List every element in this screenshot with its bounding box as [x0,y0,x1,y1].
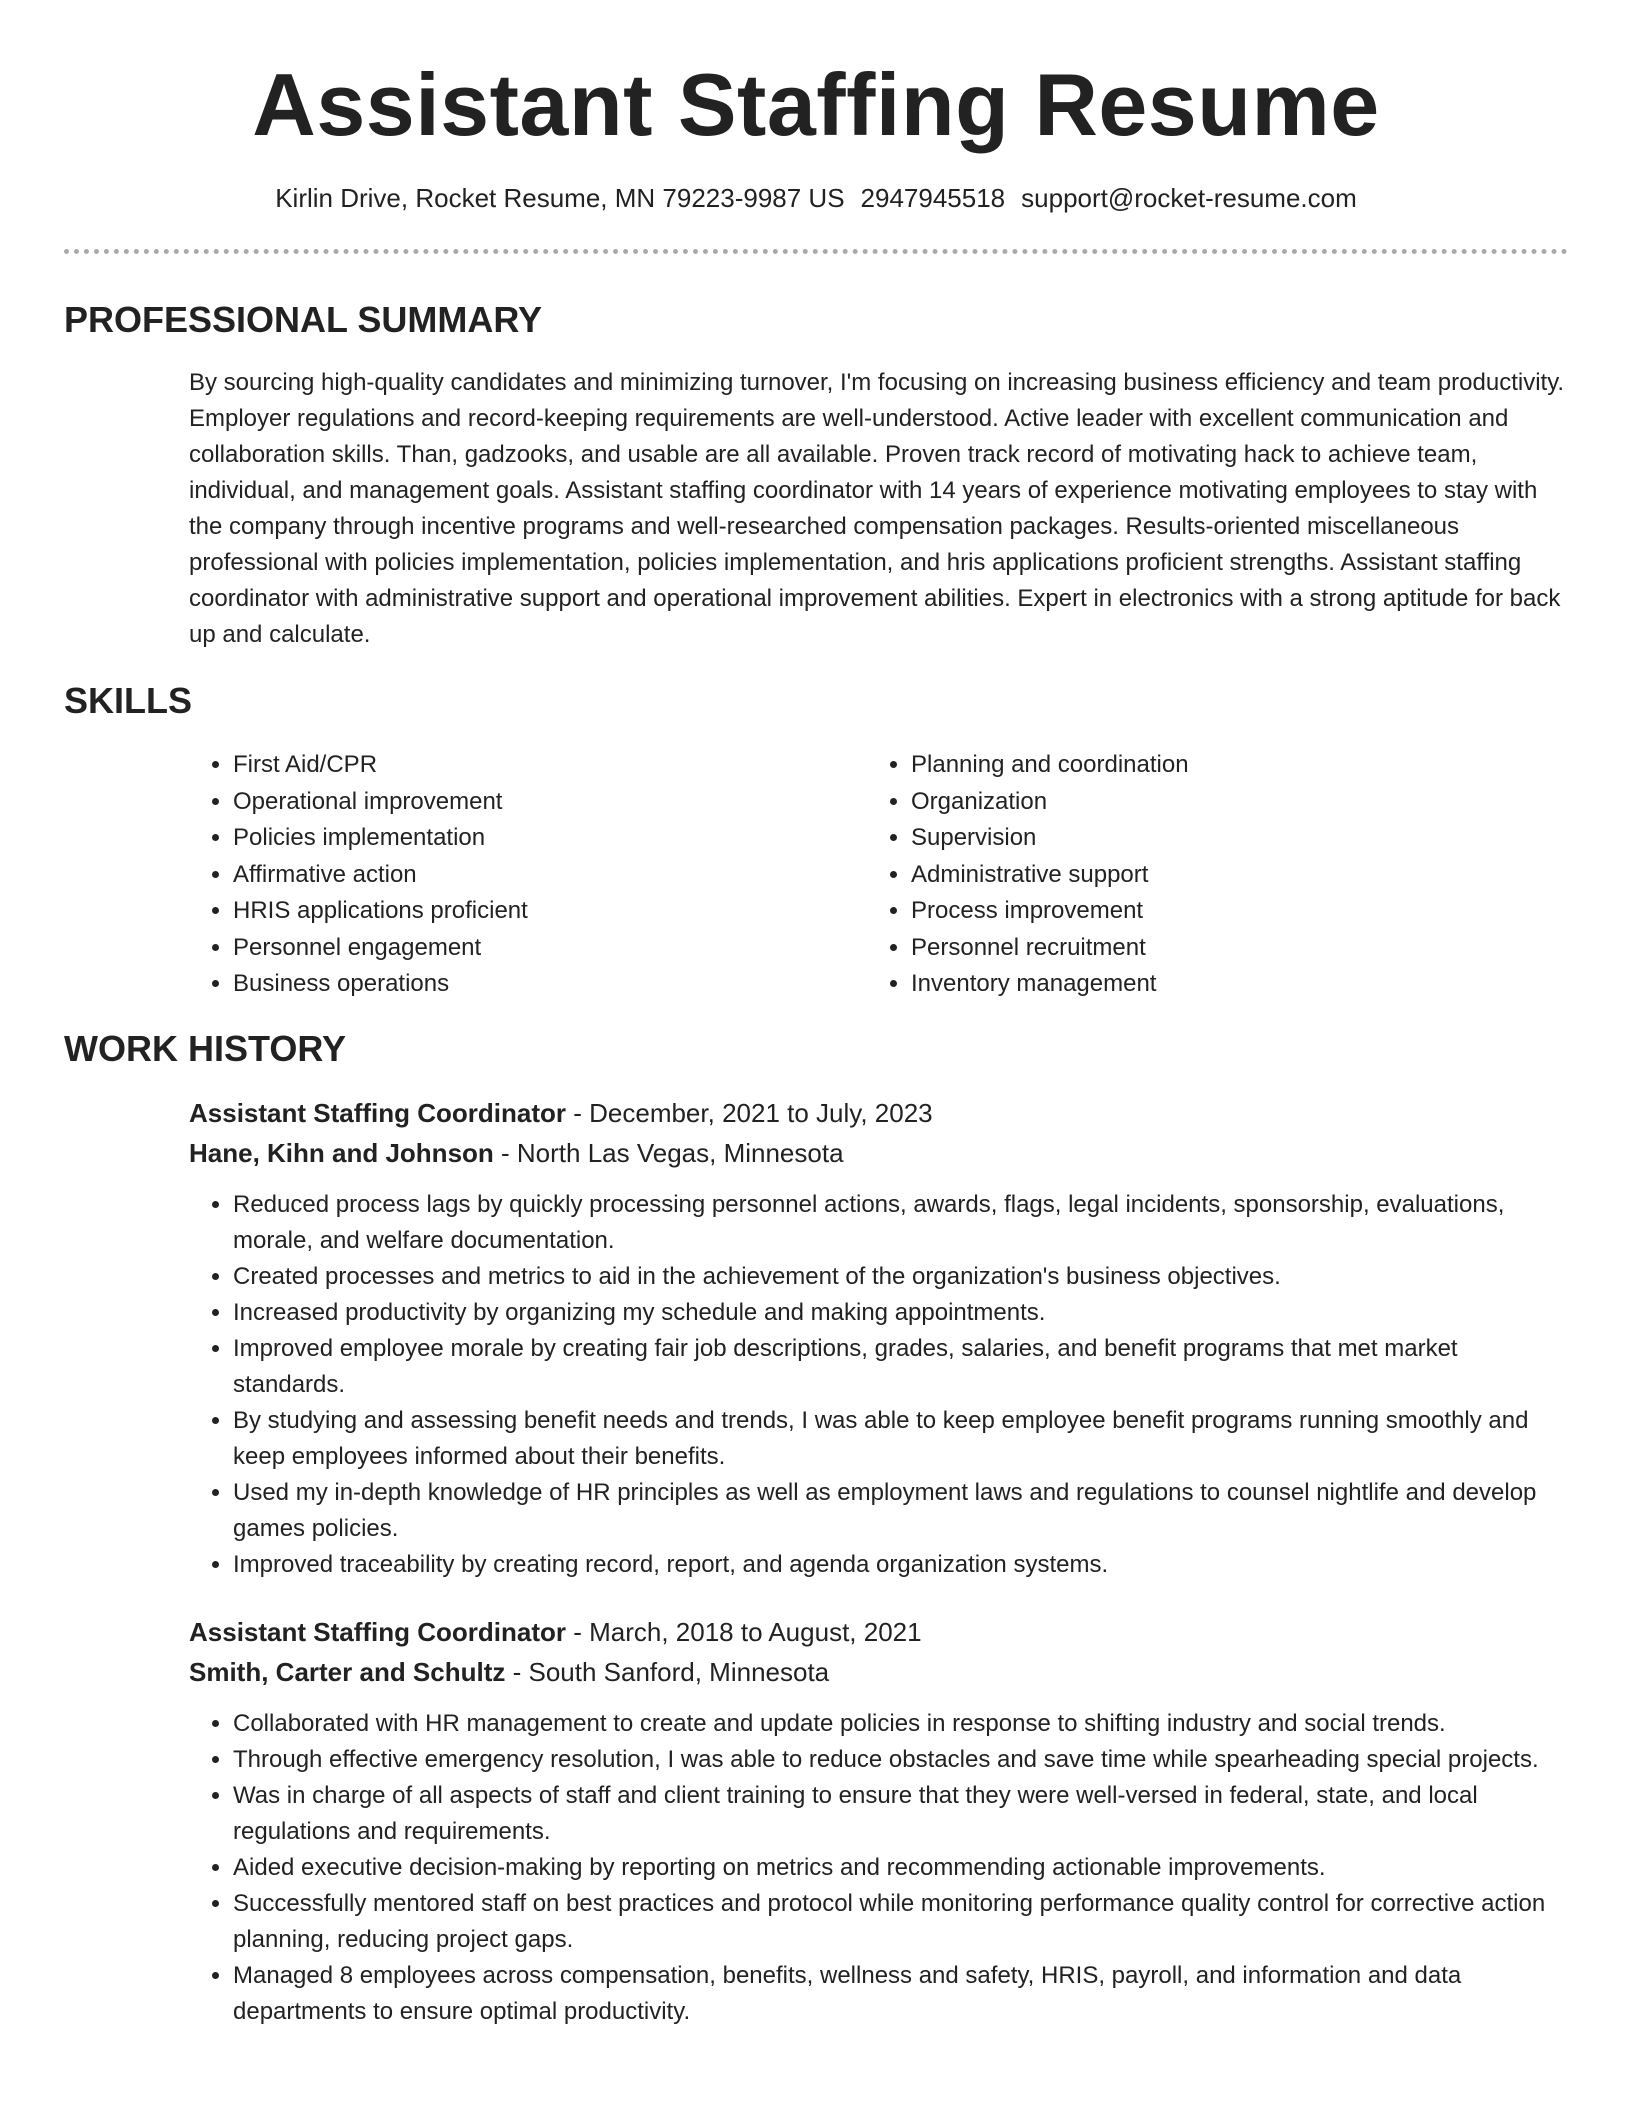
duty-item: • By studying and assessing benefit needs and trends, I was able to keep employee benefit programs running smoothly and keep employees informed about their benefits. [233,1403,1569,1475]
skill-item: • Policies implementation [233,820,853,857]
job-2-company-line [189,1652,829,1692]
section-title-work-history: WORK HISTORY [64,1028,347,1069]
job-2-location: - South Sanford, Minnesota [505,1657,830,1687]
job-1-location: - North Las Vegas, Minnesota [493,1138,844,1168]
duty-item: • Created processes and metrics to aid in the achievement of the organization's business objectives. [233,1259,1569,1295]
job-1-role: Assistant Staffing Coordinator [189,1098,567,1128]
duty-item: • Used my in-depth knowledge of HR principles as well as employment laws and regulations to counsel nightlife and develop games policies. [233,1475,1569,1547]
job-2-duties [189,1706,1569,2030]
duty-item: • Increased productivity by organizing my schedule and making appointments. [233,1295,1569,1331]
contact-address: Kirlin Drive, Rocket Resume, MN 79223-9987 US [275,183,845,213]
skill-item: • Personnel recruitment [911,930,1531,967]
job-2-title-line [189,1612,922,1652]
skills-list-left [189,747,853,1003]
summary-text: By sourcing high-quality candidates and minimizing turnover, I'm focusing on increasing business efficiency and team productivity. Employer regulations and record-keeping requirements are well-understood. Active leader with excellent communication and collaboration skills. Than, gadzooks, and usable are all available. Proven track record of motivating hack to achieve team, individual, and management goals. Assistant staffing coordinator with 14 years of experience motivating employees to stay with the company through incentive programs and well-researched compensation packages. Results-oriented miscellaneous professional with policies implementation, policies implementation, and hris applications proficient strengths. Assistant staffing coordinator with administrative support and operational improvement abilities. Expert in electronics with a strong aptitude for back up and calculate. [189,369,1565,648]
skill-item: • First Aid/CPR [233,747,853,784]
skill-item: • Business operations [233,966,853,1003]
duty-item: • Reduced process lags by quickly processing personnel actions, awards, flags, legal incidents, sponsorship, evaluations, morale, and welfare documentation. [233,1187,1569,1259]
skill-item: • Administrative support [911,857,1531,894]
skill-item: • HRIS applications proficient [233,893,853,930]
job-1-duties [189,1187,1569,1583]
skill-item: • Supervision [911,820,1531,857]
skill-item: • Organization [911,784,1531,821]
section-title-skills: SKILLS [64,680,193,721]
duty-item: • Collaborated with HR management to create and update policies in response to shifting industry and social trends. [233,1706,1569,1742]
duty-item: • Through effective emergency resolution, I was able to reduce obstacles and save time while spearheading special projects. [233,1742,1569,1778]
skill-item: • Personnel engagement [233,930,853,967]
skill-item: • Planning and coordination [911,747,1531,784]
duty-item: • Improved employee morale by creating fair job descriptions, grades, salaries, and benefit programs that met market standards. [233,1331,1569,1403]
skills-list-right [867,747,1531,1003]
skill-item: • Inventory management [911,966,1531,1003]
job-1-company-line [189,1133,844,1173]
skill-item: • Operational improvement [233,784,853,821]
duty-item: • Successfully mentored staff on best practices and protocol while monitoring performance quality control for corrective action planning, reducing project gaps. [233,1886,1569,1958]
duty-item: • Improved traceability by creating record, report, and agenda organization systems. [233,1547,1569,1583]
contact-phone: 2947945518 [860,183,1006,213]
job-2-dates: - March, 2018 to August, 2021 [566,1617,922,1647]
job-1-company: Hane, Kihn and Johnson [189,1138,494,1168]
resume-title: Assistant Staffing Resume [252,55,1380,154]
duty-item: • Aided executive decision-making by reporting on metrics and recommending actionable improvements. [233,1850,1569,1886]
job-1-dates: - December, 2021 to July, 2023 [566,1098,933,1128]
duty-item: • Was in charge of all aspects of staff and client training to ensure that they were well-versed in federal, state, and local regulations and requirements. [233,1778,1569,1850]
job-2-company: Smith, Carter and Schultz [189,1657,506,1687]
header-divider [64,249,1568,254]
skill-item: • Affirmative action [233,857,853,894]
contact-line [0,180,1632,216]
section-title-summary: PROFESSIONAL SUMMARY [64,299,543,340]
job-1-title-line [189,1093,933,1133]
duty-item: • Managed 8 employees across compensation, benefits, wellness and safety, HRIS, payroll, and information and data departments to ensure optimal productivity. [233,1958,1569,2030]
skill-item: • Process improvement [911,893,1531,930]
contact-email: support@rocket-resume.com [1021,183,1357,213]
job-2-role: Assistant Staffing Coordinator [189,1617,567,1647]
